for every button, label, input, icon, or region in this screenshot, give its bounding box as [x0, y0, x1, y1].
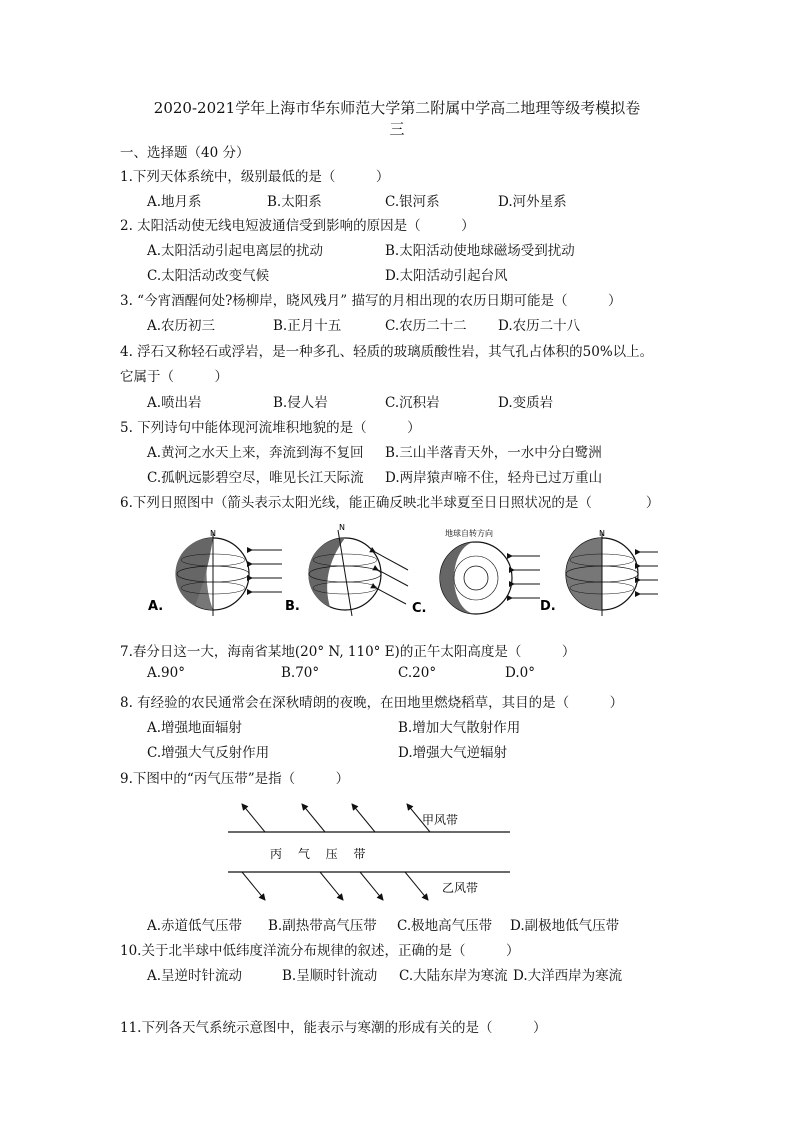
q10-option-a: A.呈逆时针流动 [147, 968, 243, 984]
belt-jia-label: 甲风带 [422, 813, 459, 827]
q2-option-c: C.太阳活动改变气候 [147, 268, 270, 284]
q4-stem: 4. 浮石又称轻石或浮岩，是一种多孔、轻质的玻璃质酸性岩，其气孔占体积的50%以上。 [120, 344, 654, 360]
q4-option-d: D.变质岩 [498, 395, 554, 411]
q7-option-b: B.70° [281, 665, 320, 681]
q7-option-d: D.0° [505, 665, 535, 681]
q4-stem-cont: 它属于（ ） [120, 369, 228, 385]
section-heading: 一、选择题（40 分） [120, 145, 250, 161]
figure-c-label: C. [412, 601, 427, 616]
figure-d-globe [540, 529, 658, 616]
q1-option-a: A.地月系 [147, 194, 202, 210]
q5-option-a: A.黄河之水天上来，奔流到海不复回 [147, 445, 364, 461]
q3-option-d: D.农历二十八 [498, 318, 581, 334]
figure-a-globe [148, 529, 282, 616]
q9-option-d: D.副极地低气压带 [510, 918, 620, 934]
q2-option-a: A.太阳活动引起电离层的扰动 [147, 243, 324, 259]
q3-option-b: B.正月十五 [273, 318, 342, 334]
q10-stem: 10.关于北半球中低纬度洋流分布规律的叙述，正确的是（ ） [120, 943, 520, 959]
q10-option-c: C.大陆东岸为寒流 [399, 968, 508, 984]
q1-option-d: D.河外星系 [498, 194, 567, 210]
q8-option-a: A.增强地面辐射 [147, 720, 243, 736]
q4-option-b: B.侵人岩 [273, 395, 328, 411]
q6-illumination-figures [140, 522, 660, 622]
q9-option-c: C.极地高气压带 [397, 918, 493, 934]
q5-option-c: C.孤帆远影碧空尽，唯见长江天际流 [147, 470, 364, 486]
belt-yi-label: 乙风带 [442, 881, 479, 895]
q1-stem: 1.下列天体系统中，级别最低的是（ ） [120, 169, 390, 185]
q7-stem: 7.春分日这一大，海南省某地(20° N, 110° E)的正午太阳高度是（ ） [120, 644, 576, 660]
q5-option-d: D.两岸猿声啼不住，轻舟已过万重山 [385, 470, 603, 486]
q9-pressure-belt-diagram [220, 796, 520, 904]
q3-option-c: C.农历二十二 [385, 318, 467, 334]
page-title-cont: 三 [389, 120, 405, 138]
q3-option-a: A.农历初三 [147, 318, 216, 334]
q7-option-a: A.90° [147, 665, 185, 681]
belt-bing-label: 丙 气 压 带 [270, 847, 366, 861]
figure-a-label: A. [148, 599, 164, 614]
q2-stem: 2. 太阳活动使无线电短波通信受到影响的原因是（ ） [120, 218, 475, 234]
q2-option-b: B.太阳活动使地球磁场受到扰动 [385, 243, 575, 259]
figure-b-label: B. [285, 599, 300, 614]
q10-option-b: B.呈顺时针流动 [282, 968, 378, 984]
q6-stem: 6.下列日照图中（箭头表示太阳光线，能正确反映北半球夏至日日照状况的是（ ） [120, 495, 660, 511]
q4-option-a: A.喷出岩 [147, 395, 202, 411]
q3-stem: 3. “今宵酒醒何处?杨柳岸，晓风残月” 描写的月相出现的农历日期可能是（ ） [120, 293, 622, 309]
q5-option-b: B.三山半落青天外，一水中分白鹭洲 [385, 445, 602, 461]
q10-option-d: D.大洋西岸为寒流 [513, 968, 623, 984]
figure-c-globe [412, 528, 540, 616]
q8-option-d: D.增强大气逆辐射 [398, 745, 508, 761]
page-title: 2020-2021学年上海市华东师范大学第二附属中学高二地理等级考模拟卷 [153, 99, 641, 117]
q2-option-d: D.太阳活动引起台风 [385, 268, 508, 284]
q11-stem: 11.下列各天气系统示意图中，能表示与寒潮的形成有关的是（ ） [120, 1020, 547, 1036]
q9-option-a: A.赤道低气压带 [147, 918, 243, 934]
q8-option-b: B.增加大气散射作用 [398, 720, 521, 736]
q9-stem: 9.下图中的“丙气压带”是指（ ） [120, 771, 350, 787]
q9-option-b: B.副热带高气压带 [268, 918, 377, 934]
figure-d-n-label: N [599, 529, 605, 538]
q4-option-c: C.沉积岩 [385, 395, 440, 411]
q5-stem: 5. 下列诗句中能体现河流堆积地貌的是（ ） [120, 420, 421, 436]
q1-option-c: C.银河系 [385, 194, 440, 210]
figure-b-n-label: N [339, 523, 345, 532]
figure-b-globe [285, 523, 408, 616]
figure-c-rotation-label: 地球自转方向 [445, 529, 493, 538]
q1-option-b: B.太阳系 [267, 194, 322, 210]
q8-option-c: C.增强大气反射作用 [147, 745, 270, 761]
figure-a-n-label: N [210, 529, 216, 538]
figure-d-label: D. [540, 599, 556, 614]
q7-option-c: C.20° [398, 665, 437, 681]
q8-stem: 8. 有经验的农民通常会在深秋晴朗的夜晚，在田地里燃烧稻草，其目的是（ ） [120, 695, 624, 711]
